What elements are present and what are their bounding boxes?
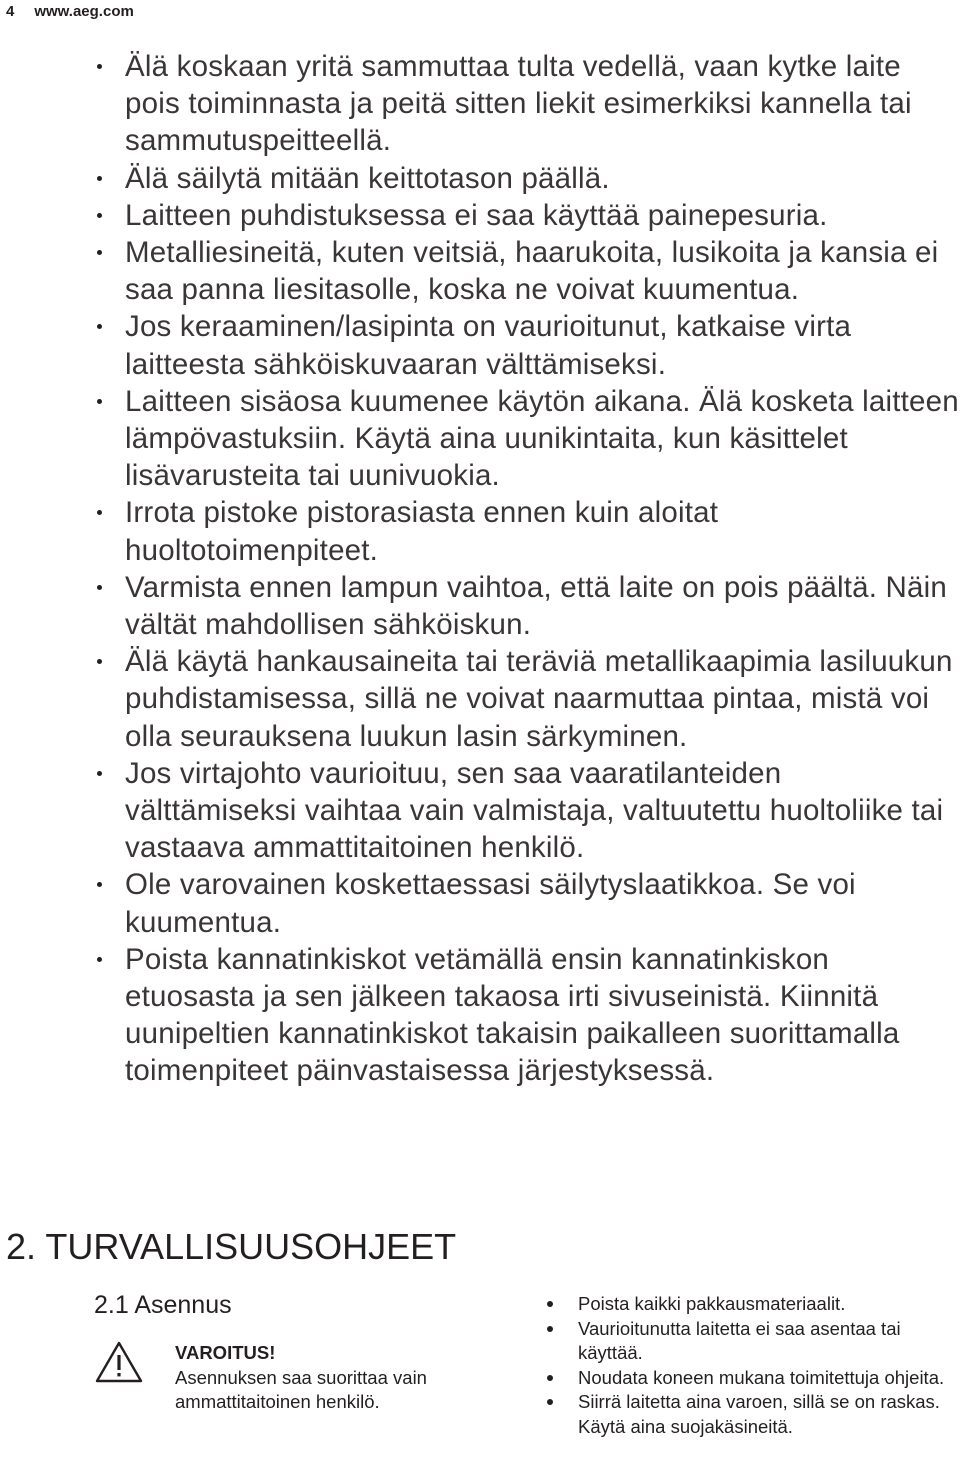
list-item [94, 941, 960, 1090]
installation-bullet-list [545, 1292, 960, 1439]
list-item [94, 494, 960, 568]
list-item [94, 234, 960, 308]
warning-title: VAROITUS! [175, 1342, 276, 1363]
list-item-text: Irrota pistoke pistorasiasta ennen kuin aloitat huoltotoimenpiteet. [125, 496, 719, 567]
bullet-dot [547, 1326, 553, 1332]
list-item [94, 308, 960, 382]
list-item-text: Älä käytä hankausaineita tai teräviä metallikaapimia lasiluukun puhdistamisessa, sillä ne voivat naarmuttaa pintaa, mistä voi olla seurauksena luukun lasin särkyminen. [125, 645, 953, 753]
list-item [545, 1366, 960, 1391]
bullet-dot [97, 250, 102, 255]
list-item-text: Siirrä laitetta aina varoen, sillä se on raskas. Käytä aina suojakäsineitä. [578, 1391, 940, 1437]
page-number: 4 [6, 2, 15, 20]
list-item-text: Jos virtajohto vaurioituu, sen saa vaaratilanteiden välttämiseksi vaihtaa vain valmistaja, valtuutettu huoltoliike tai vastaava ammattitaitoinen henkilö. [125, 756, 944, 865]
list-item-text: Älä säilytä mitään keittotason päällä. [125, 161, 610, 195]
bullet-dot [97, 585, 102, 590]
list-item-text: Älä koskaan yritä sammuttaa tulta vedellä, vaan kytke laite pois toiminnasta ja peitä sitten liekit esimerkiksi kannella tai sammutuspeitteellä. [125, 50, 912, 158]
list-item [94, 160, 960, 197]
safety-bullet-list [94, 48, 960, 1090]
list-item [545, 1292, 960, 1317]
list-item [94, 48, 960, 160]
page-header [6, 0, 134, 22]
warning-text: Asennuksen saa suorittaa vain ammattitaitoinen henkilö. [175, 1366, 427, 1412]
list-item [94, 643, 960, 755]
bullet-dot [97, 399, 102, 404]
bullet-dot [97, 771, 102, 776]
list-item-text: Poista kannatinkiskot vetämällä ensin kannatinkiskon etuosasta ja sen jälkeen takaosa irti sivuseinistä. Kiinnitä uunipeltien kannatinkiskot takaisin paikalleen suorittamalla toimenpiteet päinvastaisessa järjestyksessä. [125, 942, 900, 1088]
bullet-dot [97, 64, 102, 69]
bullet-dot [97, 176, 102, 181]
list-item [94, 383, 960, 495]
list-item-text: Poista kaikki pakkausmateriaalit. [578, 1293, 846, 1314]
list-item-text: Ole varovainen koskettaessasi säilytyslaatikkoa. Se voi kuumentua. [125, 868, 856, 939]
bullet-dot [547, 1301, 553, 1307]
list-item-text: Laitteen puhdistuksessa ei saa käyttää painepesuria. [125, 198, 828, 232]
bullet-dot [97, 510, 102, 515]
list-item-text: Vaurioitunutta laitetta ei saa asentaa tai käyttää. [578, 1317, 901, 1363]
bullet-dot [547, 1375, 553, 1381]
subsection-title: 2.1 Asennus [94, 1291, 232, 1319]
warning-box [175, 1341, 465, 1415]
list-item [94, 197, 960, 234]
list-item [545, 1390, 960, 1439]
list-item-text: Varmista ennen lampun vaihtoa, että laite on pois päältä. Näin vältät mahdollisen sähköiskun. [125, 570, 947, 642]
bullet-dot [97, 957, 102, 962]
list-item-text: Noudata koneen mukana toimitettuja ohjeita. [578, 1366, 945, 1388]
list-item [94, 569, 960, 643]
list-item-text: Jos keraaminen/lasipinta on vaurioitunut, katkaise virta laitteesta sähköiskuvaaran välttämiseksi. [125, 310, 852, 381]
bullet-dot [97, 882, 102, 887]
bullet-dot [97, 213, 102, 218]
list-item [94, 755, 960, 867]
bullet-dot [97, 324, 102, 329]
list-item-text: Metalliesineitä, kuten veitsiä, haarukoita, lusikoita ja kansia ei saa panna liesitasolle, koska ne voivat kuumentua. [125, 236, 939, 307]
list-item-text: Laitteen sisäosa kuumenee käytön aikana. Älä kosketa laitteen lämpövastuksiin. Käytä aina uunikintaita, kun käsittelet lisävarusteita tai uunivuokia. [125, 384, 959, 493]
list-item [94, 866, 960, 940]
list-item [545, 1317, 960, 1366]
bullet-dot [97, 659, 102, 664]
site-url[interactable]: www.aeg.com [34, 2, 134, 20]
warning-triangle-icon [94, 1340, 144, 1384]
section-title: 2. TURVALLISUUSOHJEET [6, 1226, 457, 1267]
bullet-dot [547, 1399, 553, 1405]
